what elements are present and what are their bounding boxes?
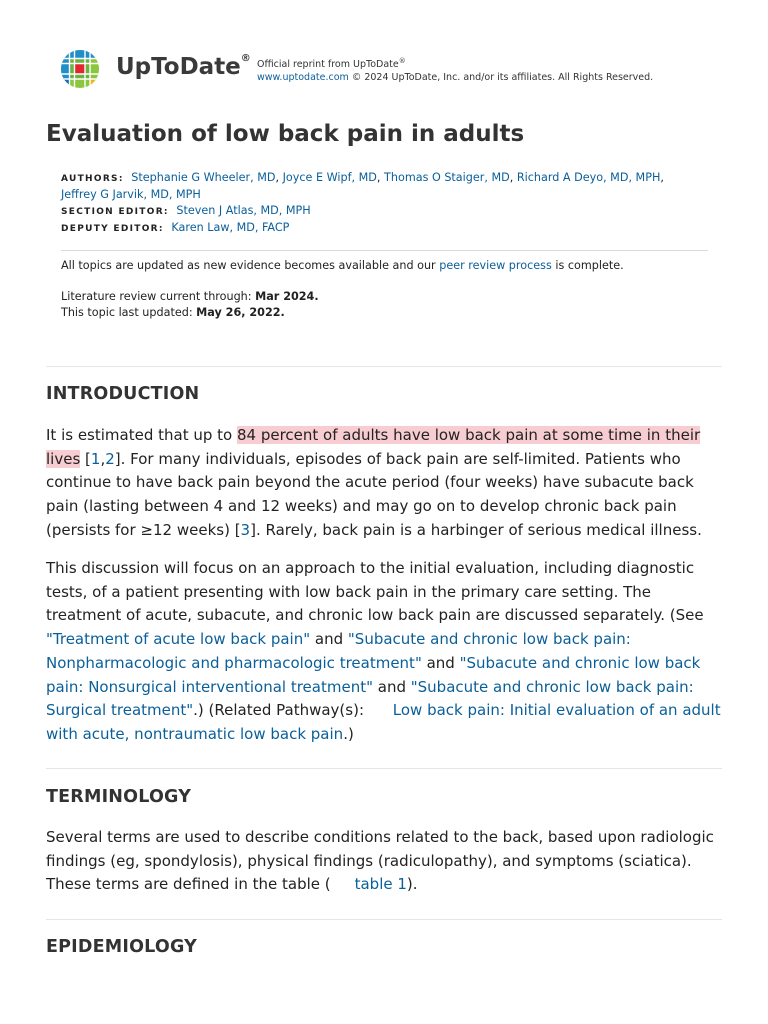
author-link[interactable]: Stephanie G Wheeler, MD [131, 171, 276, 184]
section-heading-terminology: TERMINOLOGY [46, 787, 192, 807]
uptodate-site-link[interactable]: www.uptodate.com [257, 72, 349, 84]
reference-link[interactable]: 2 [105, 449, 115, 468]
topic-link-surgical[interactable]: "Subacute and chronic low back pain: Surgical treatment" [46, 677, 694, 720]
article-title: Evaluation of low back pain in adults [46, 121, 525, 147]
peer-review-link[interactable]: peer review process [439, 259, 552, 272]
intro-paragraph-1: It is estimated that up to 84 percent of adults have low back pain at some time in their lives [1,2]. For many individuals, episodes of back pain are self-limited. Patients who continue to have back pain beyond the acute period (four weeks) have subacute back pain (lasting between 4 and 12 weeks) and may go on to develop chronic back pain (persists for ≥12 weeks) [3]. Rarely, back pain is a harbinger of serious medical illness. [46, 426, 702, 539]
deputy-editor-line: DEPUTY EDITOR: Karen Law, MD, FACP [61, 221, 290, 234]
uptodate-logo-icon [60, 49, 100, 89]
terminology-paragraph: Several terms are used to describe conditions related to the back, based upon radiologic findings (eg, spondylosis), physical findings (radiculopathy), and symptoms (sciatica). These terms are defined in the table ( table 1). [46, 828, 714, 894]
brand-name: UpToDate® [116, 53, 251, 80]
update-notice: All topics are updated as new evidence becomes available and our peer review process is complete. [61, 259, 624, 272]
review-dates: Literature review current through: Mar 2024. This topic last updated: May 26, 2022. [61, 290, 319, 319]
reference-link[interactable]: 3 [240, 520, 251, 539]
section-heading-introduction: INTRODUCTION [46, 384, 200, 404]
reprint-notice: Official reprint from UpToDate® www.uptodate.com © 2024 UpToDate, Inc. and/or its affiliates. All Rights Reserved. [257, 57, 654, 84]
table-link[interactable]: table 1 [354, 875, 407, 894]
contributors [61, 170, 701, 237]
author-link[interactable]: Richard A Deyo, MD, MPH [516, 171, 661, 184]
topic-link-treatment-acute[interactable]: "Treatment of acute low back pain" [46, 630, 311, 649]
pathway-icon [373, 704, 391, 716]
topic-link-nonsurgical[interactable]: "Subacute and chronic low back pain: Nonsurgical interventional treatment" [46, 653, 701, 696]
divider [46, 768, 722, 769]
deputy-editor-link[interactable]: Karen Law, MD, FACP [171, 221, 290, 234]
divider [46, 919, 722, 920]
section-heading-epidemiology: EPIDEMIOLOGY [46, 937, 198, 957]
topic-link-nonpharmacologic[interactable]: "Subacute and chronic low back pain: Nonpharmacologic and pharmacologic treatment" [46, 630, 631, 672]
author-link[interactable]: Jeffrey G Jarvik, MD, MPH [61, 188, 201, 201]
author-link[interactable]: Joyce E Wipf, MD [282, 171, 377, 184]
section-editor-line: SECTION EDITOR: Steven J Atlas, MD, MPH [61, 204, 311, 217]
header [60, 48, 740, 90]
author-link[interactable]: Thomas O Staiger, MD [384, 171, 510, 184]
section-editor-link[interactable]: Steven J Atlas, MD, MPH [176, 204, 311, 217]
reference-link[interactable]: 1 [90, 449, 101, 468]
last-updated-date: May 26, 2022. [196, 306, 285, 319]
table-icon [335, 878, 353, 890]
highlighted-text: 84 percent of adults have low back pain at some time in their lives [46, 426, 701, 468]
literature-review-date: Mar 2024. [255, 290, 319, 303]
divider [61, 250, 708, 251]
intro-paragraph-2: This discussion will focus on an approach to the initial evaluation, including diagnostic tests, of a patient presenting with low back pain in the primary care setting. The treatment of acute, subacute, and chronic low back pain are discussed separately. (See "Treatment of acute low back pain" and "Subacute and chronic low back pain: Nonpharmacologic and pharmacologic treatment" and "Subacute and chronic low back pain: Nonsurgical interventional treatment" and "Subacute and chronic low back pain: Surgical treatment".) (Related Pathway(s): Low back pain: Initial evaluation of an adult with acute, nontraumatic low back pain.) [46, 559, 721, 743]
divider [46, 366, 722, 367]
pathway-link[interactable]: Low back pain: Initial evaluation of an adult with acute, nontraumatic low back pain [46, 701, 721, 743]
authors-line: AUTHORS: Stephanie G Wheeler, MD, Joyce E Wipf, MD, Thomas O Staiger, MD, Richard A Deyo, MD, MPH, Jeffrey G Jarvik, MD, MPH [61, 171, 664, 201]
